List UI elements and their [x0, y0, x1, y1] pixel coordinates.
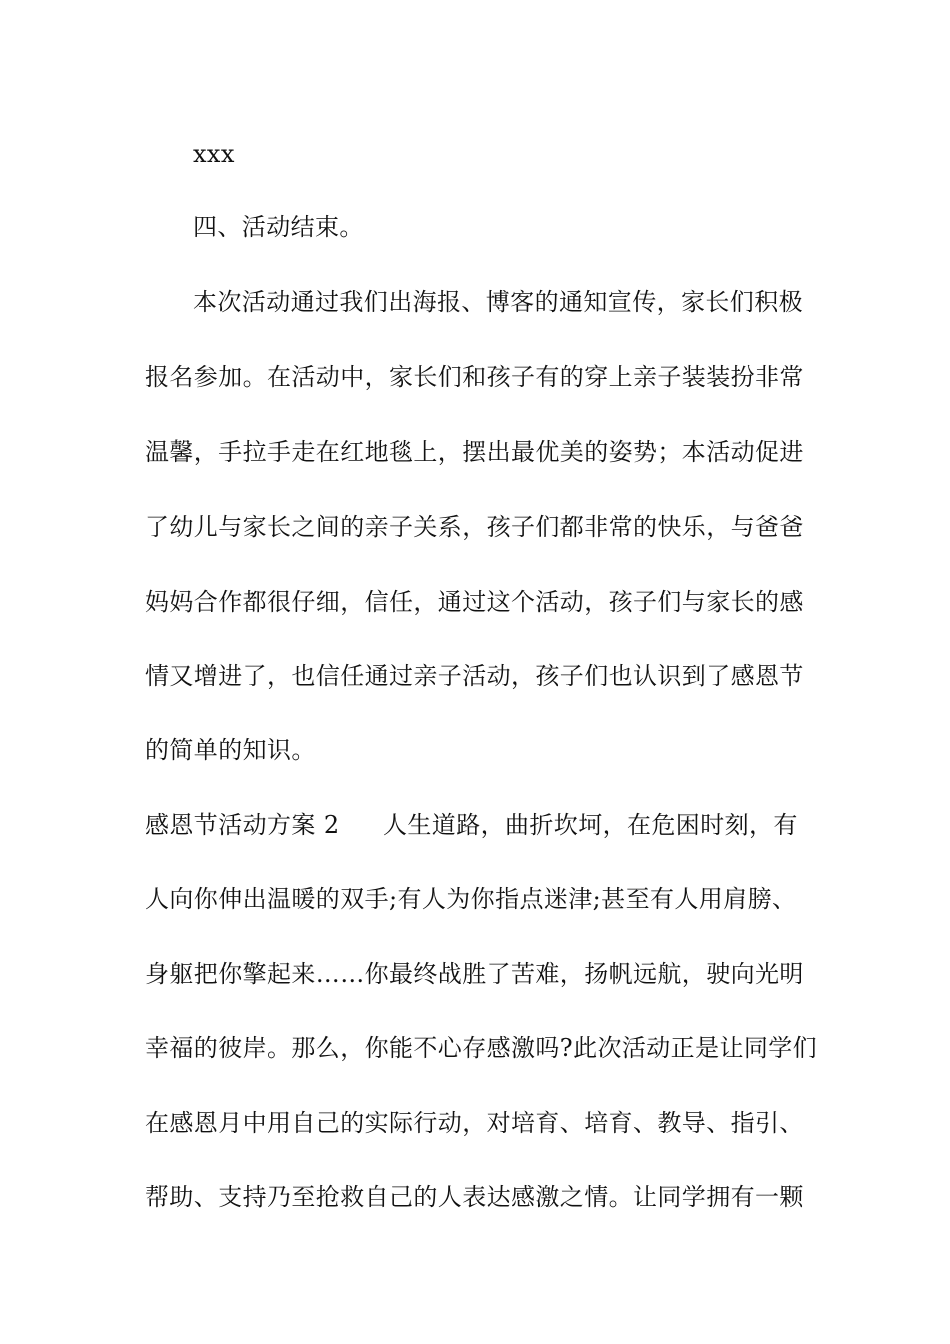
paragraph-line: 身躯把你擎起来……你最终战胜了苦难，扬帆远航，驶向光明 — [145, 960, 804, 988]
section-heading: 四、活动结束。 — [193, 213, 364, 241]
plan-heading-line — [145, 810, 810, 840]
paragraph-line: 幸福的彼岸。那么，你能不心存感激吗?此次活动正是让同学们 — [145, 1034, 818, 1062]
paragraph-line: 在感恩月中用自己的实际行动，对培育、培育、教导、指引、 — [145, 1109, 804, 1137]
signature-text: xxx — [193, 140, 235, 168]
paragraph-line: 帮助、支持乃至抢救自己的人表达感激之情。让同学拥有一颗 — [145, 1183, 804, 1211]
paragraph-line: 妈妈合作都很仔细，信任，通过这个活动，孩子们与家长的感 — [145, 588, 804, 616]
paragraph-line: 人生道路，曲折坎坷，在危困时刻，有 — [383, 811, 798, 839]
paragraph-line: 人向你伸出温暖的双手;有人为你指点迷津;甚至有人用肩膀、 — [145, 885, 797, 913]
paragraph-line: 了幼儿与家长之间的亲子关系，孩子们都非常的快乐，与爸爸 — [145, 513, 804, 541]
paragraph-line: 的简单的知识。 — [145, 736, 316, 764]
paragraph-line: 情又增进了，也信任通过亲子活动，孩子们也认识到了感恩节 — [145, 662, 804, 690]
plan-title: 感恩节活动方案 2 — [145, 811, 340, 839]
paragraph-line: 温馨，手拉手走在红地毯上，摆出最优美的姿势；本活动促进 — [145, 438, 804, 466]
paragraph-line: 报名参加。在活动中，家长们和孩子有的穿上亲子装装扮非常 — [145, 363, 804, 391]
paragraph-line: 本次活动通过我们出海报、博客的通知宣传，家长们积极 — [193, 288, 803, 316]
